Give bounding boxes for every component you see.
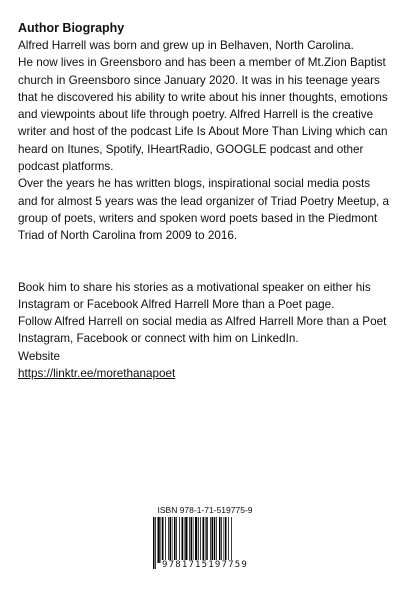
section-heading: Author Biography <box>18 21 125 35</box>
barcode-bar <box>219 517 221 563</box>
barcode-bar <box>170 517 172 563</box>
barcode-bar <box>203 517 205 563</box>
bio-paragraph-blogs: Over the years he has written blogs, inspirational social media posts and for almost 5 years was the lead organizer of Triad Poetry Meetup, a group of poets, writers and spoken word poets based in the Piedmont Triad of North Carolina from 2009 to 2016. <box>18 177 389 243</box>
barcode-bar <box>191 517 193 563</box>
barcode-bar <box>161 517 162 563</box>
spacer <box>18 245 390 279</box>
barcode-bar <box>179 517 180 563</box>
bio-paragraph-origin: Alfred Harrell was born and grew up in Belhaven, North Carolina. <box>18 39 354 52</box>
booking-text: Book him to share his stories as a motivational speaker on either his Instagram or Facebook Alfred Harrell More than a Poet page. <box>18 280 371 311</box>
follow-text: Follow Alfred Harrell on social media as Alfred Harrell More than a Poet Instagram, Facebook or connect with him on LinkedIn. <box>18 315 387 346</box>
website-link[interactable]: https://linktr.ee/morethanapoet <box>18 367 176 381</box>
barcode-bar <box>224 517 225 563</box>
barcode-bar <box>172 517 173 563</box>
barcode-bar <box>212 517 214 563</box>
back-cover-text <box>18 20 390 382</box>
barcode-bar <box>198 517 199 563</box>
barcode-bar <box>195 517 197 563</box>
barcode-bar <box>205 517 206 563</box>
barcode-bar <box>189 517 190 563</box>
barcode-bar <box>153 517 155 569</box>
barcode-bar <box>185 517 187 563</box>
barcode-bar <box>206 517 208 563</box>
barcode-bar <box>210 517 211 563</box>
website-label: Website <box>18 349 61 363</box>
barcode-bar <box>225 517 227 563</box>
barcode-bar <box>200 517 201 563</box>
barcode-bar <box>155 517 156 569</box>
barcode-digits: 9781715197759 <box>161 560 249 570</box>
barcode-bar <box>228 517 229 563</box>
barcode-bar <box>174 517 176 563</box>
barcode-bar <box>158 517 160 563</box>
barcode-bar <box>182 517 184 563</box>
isbn-label: ISBN 978-1-71-519775-9 <box>157 505 253 515</box>
barcode-bar <box>165 517 166 563</box>
barcode-bar <box>216 517 217 563</box>
bio-paragraph-greensboro: He now lives in Greensboro and has been a member of Mt.Zion Baptist church in Greensboro since January 2020. It was in his teenage years that he discovered his ability to write about his inner thoughts, emotions and viewpoints about life through poetry. Alfred Harrell is the creative writer and host of the podcast Life Is About More Than Living which can heard on Itunes, Spotify, IHeartRadio, GOOGLE podcast and other podcast platforms. <box>18 56 388 174</box>
isbn-barcode-block <box>150 505 260 570</box>
barcode-bar <box>176 517 177 563</box>
barcode-bar <box>214 517 216 563</box>
barcode-bar <box>184 517 185 563</box>
barcode-bar <box>168 517 169 563</box>
barcode-bar <box>221 517 222 563</box>
barcode-bar <box>162 517 164 563</box>
